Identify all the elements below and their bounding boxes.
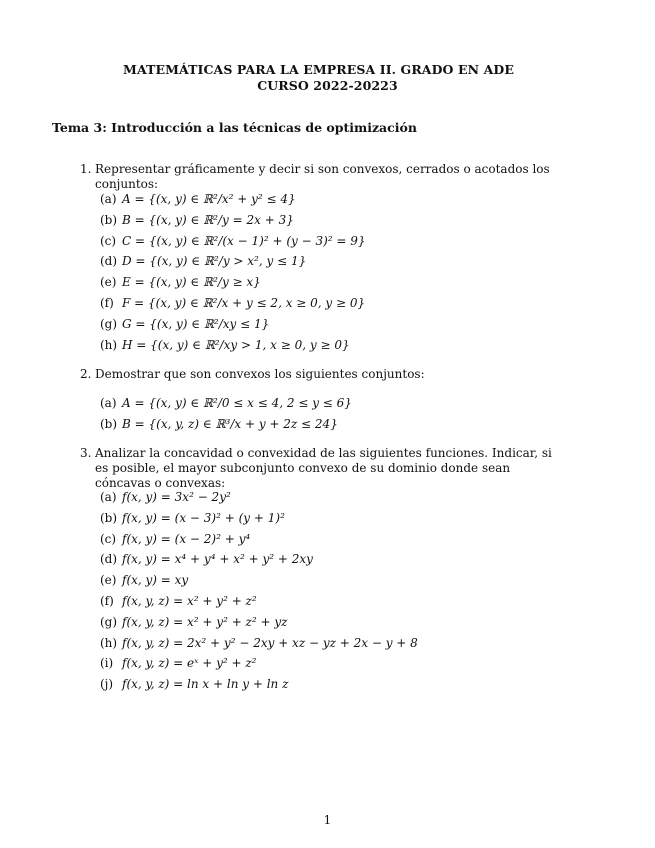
- item-label: (h): [100, 635, 118, 650]
- item-math: f(x, y, z) = 2x² + y² − 2xy + xz − yz + 2x − y + 8: [122, 635, 418, 650]
- exercise-number: 1.: [80, 162, 92, 176]
- list-item: [100, 653, 540, 674]
- item-math: E = {(x, y) ∈ ℝ²/y ≥ x}: [122, 275, 261, 290]
- list-item: [100, 335, 540, 356]
- page-number: 1: [323, 813, 332, 827]
- item-label: (d): [100, 552, 118, 567]
- document-header: [0, 62, 655, 94]
- list-item: [100, 633, 540, 654]
- item-label: (e): [100, 275, 117, 290]
- item-math: f(x, y) = x⁴ + y⁴ + x² + y² + 2xy: [122, 552, 313, 567]
- item-math: A = {(x, y) ∈ ℝ²/x² + y² ≤ 4}: [122, 192, 296, 206]
- item-label: (c): [100, 233, 117, 248]
- exercise-1: [80, 162, 560, 192]
- list-item: [100, 674, 540, 695]
- exercise-text: Representar gráficamente y decir si son convexos, cerrados o acotados los conjuntos:: [95, 162, 550, 191]
- exercise-2-items: [100, 393, 540, 435]
- list-item: [100, 612, 540, 633]
- list-item: [100, 393, 540, 414]
- header-title: MATEMÁTICAS PARA LA EMPRESA II. GRADO EN ADE: [123, 62, 514, 77]
- item-label: (g): [100, 316, 118, 331]
- item-math: H = {(x, y) ∈ ℝ²/xy > 1, x ≥ 0, y ≥ 0}: [122, 337, 350, 352]
- list-item: [100, 591, 540, 612]
- item-math: f(x, y) = (x − 2)² + y⁴: [122, 531, 251, 546]
- exercise-number: 3.: [80, 446, 92, 460]
- header-course: CURSO 2022-20223: [257, 78, 398, 93]
- list-item: [100, 414, 540, 435]
- item-math: C = {(x, y) ∈ ℝ²/(x − 1)² + (y − 3)² = 9}: [122, 233, 366, 248]
- item-label: (a): [100, 192, 117, 206]
- exercise-2: [80, 367, 560, 382]
- list-item: [100, 272, 540, 293]
- item-math: F = {(x, y) ∈ ℝ²/x + y ≤ 2, x ≥ 0, y ≥ 0}: [122, 295, 366, 310]
- item-label: (f): [100, 295, 114, 310]
- item-math: f(x, y) = (x − 3)² + (y + 1)²: [122, 510, 285, 525]
- item-math: B = {(x, y, z) ∈ ℝ³/x + y + 2z ≤ 24}: [122, 416, 338, 431]
- list-item: [100, 549, 540, 570]
- item-math: A = {(x, y) ∈ ℝ²/0 ≤ x ≤ 4, 2 ≤ y ≤ 6}: [122, 396, 352, 410]
- exercise-number: 2.: [80, 367, 92, 381]
- item-math: D = {(x, y) ∈ ℝ²/y > x², y ≤ 1}: [122, 254, 307, 269]
- item-label: (b): [100, 416, 118, 431]
- item-label: (g): [100, 614, 118, 629]
- item-label: (c): [100, 531, 117, 546]
- list-item: [100, 570, 540, 591]
- item-label: (a): [100, 396, 117, 410]
- item-math: f(x, y, z) = eˣ + y² + z²: [122, 656, 257, 671]
- topic-title: Tema 3: Introducción a las técnicas de optimización: [52, 120, 417, 135]
- item-label: (j): [100, 677, 114, 692]
- item-label: (i): [100, 656, 114, 671]
- list-item: [100, 487, 540, 508]
- exercise-3-items: [100, 487, 540, 695]
- item-label: (a): [100, 490, 117, 504]
- item-math: f(x, y) = 3x² − 2y²: [122, 490, 231, 504]
- item-math: B = {(x, y) ∈ ℝ²/y = 2x + 3}: [122, 212, 294, 227]
- item-math: f(x, y, z) = x² + y² + z² + yz: [122, 614, 288, 629]
- item-label: (h): [100, 337, 118, 352]
- list-item: [100, 293, 540, 314]
- list-item: [100, 210, 540, 231]
- list-item: [100, 508, 540, 529]
- item-math: G = {(x, y) ∈ ℝ²/xy ≤ 1}: [122, 316, 270, 331]
- list-item: [100, 251, 540, 272]
- exercise-text: Demostrar que son convexos los siguientes conjuntos:: [95, 367, 425, 381]
- list-item: [100, 529, 540, 550]
- item-label: (e): [100, 573, 117, 588]
- exercise-3: [80, 446, 560, 491]
- list-item: [100, 314, 540, 335]
- item-label: (b): [100, 212, 118, 227]
- exercise-text: Analizar la concavidad o convexidad de las siguientes funciones. Indicar, si es posible, el mayor subconjunto convexo de su dominio donde sean cóncavas o convexas:: [95, 446, 552, 490]
- item-math: f(x, y, z) = ln x + ln y + ln z: [122, 677, 289, 692]
- list-item: [100, 189, 540, 210]
- list-item: [100, 231, 540, 252]
- item-label: (d): [100, 254, 118, 269]
- item-math: f(x, y) = xy: [122, 573, 189, 588]
- item-label: (f): [100, 593, 114, 608]
- item-math: f(x, y, z) = x² + y² + z²: [122, 593, 257, 608]
- item-label: (b): [100, 510, 118, 525]
- exercise-1-items: [100, 189, 540, 355]
